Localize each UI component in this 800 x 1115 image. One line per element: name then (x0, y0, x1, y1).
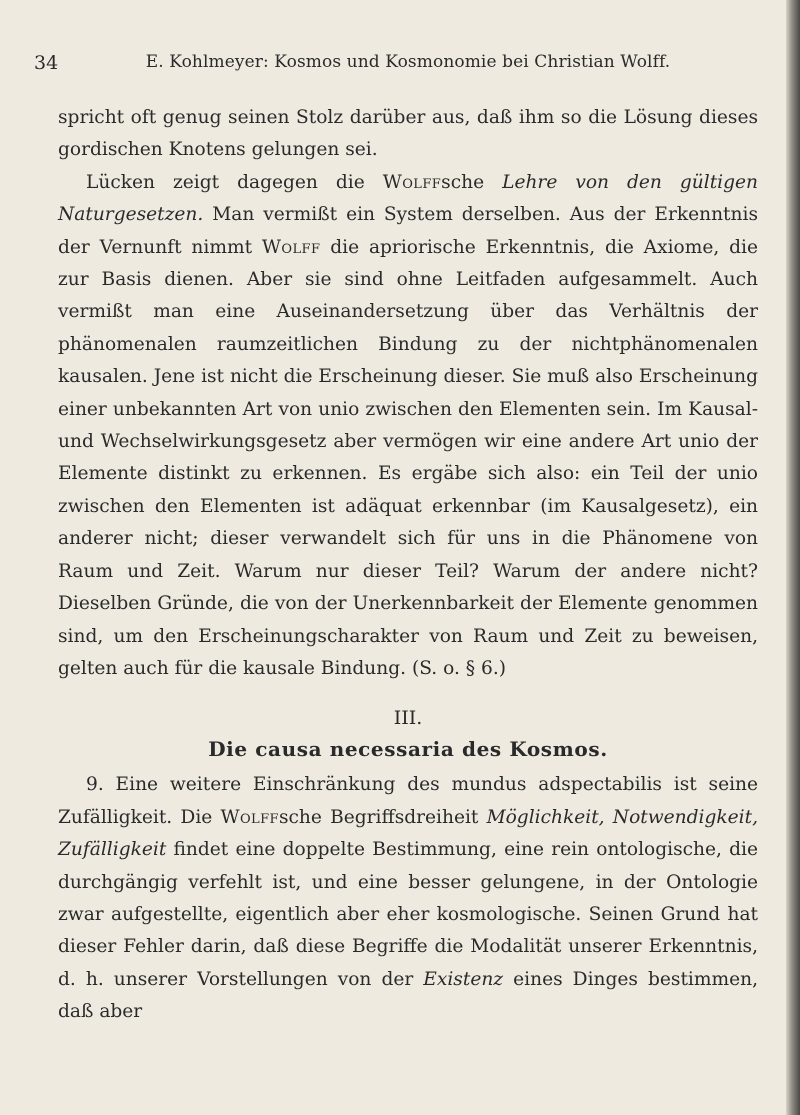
author-name: Wolff (382, 171, 442, 193)
body-text (58, 102, 758, 1029)
section-title: Die causa necessaria des Kosmos. (208, 737, 608, 762)
scan-edge (786, 0, 800, 1115)
emphasis: Lehre von den gültigen Naturgesetzen. (58, 171, 758, 226)
author-name: Wolff (220, 806, 279, 828)
paragraph-continuation: spricht oft genug seinen Stolz darüber aus, daß ihm so die Lösung dieses gordischen Knotens gelungen sei. (58, 107, 758, 161)
emphasis: Möglichkeit, Notwendigkeit, Zufälligkeit (58, 806, 758, 861)
page-number: 34 (34, 52, 59, 74)
page-header (34, 50, 758, 80)
emphasis: Existenz (423, 968, 504, 990)
author-name: Wolff (261, 236, 321, 258)
paragraph-zufaelligkeit: 9. Eine weitere Einschränkung des mundus adspectabilis ist seine Zufälligkeit. Die Wolffsche Begriffsdreiheit Möglichkeit, Notwendigkeit, Zufälligkeit findet eine doppelte Bestimmung, eine rein ontologische, die durchgängig verfehlt ist, und eine besser gelungene, in der Ontologie zwar aufgestellte, eigentlich aber eher kosmologische. Seinen Grund hat dieser Fehler darin, daß diese Begriffe die Modalität unserer Erkenntnis, d. h. unserer Vorstellungen von der Existenz eines Dinges bestimmen, daß aber (58, 774, 759, 1023)
running-title: E. Kohlmeyer: Kosmos und Kosmonomie bei Christian Wolff. (145, 52, 671, 72)
book-page (34, 50, 759, 1029)
paragraph-naturgesetze: Lücken zeigt dagegen die Wolffsche Lehre von den gültigen Naturgesetzen. Man vermißt ein System derselben. Aus der Erkenntnis der Vernunft nimmt Wolff die apriorische Erkenntnis, die Axiome, die zur Basis dienen. Aber sie sind ohne Leitfaden aufgesammelt. Auch vermißt man eine Auseinandersetzung über das Verhältnis der phänomenalen raumzeitlichen Bindung zu der nichtphänomenalen kausalen. Jene ist nicht die Erscheinung dieser. Sie muß also Erscheinung einer unbekannten Art von unio zwischen den Elementen sein. Im Kausal- und Wechselwirkungsgesetz aber vermögen wir eine andere Art unio der Elemente distinkt zu erkennen. Es ergäbe sich also: ein Teil der unio zwischen den Elementen ist adäquat erkennbar (im Kausalgesetz), ein anderer nicht; dieser verwandelt sich für uns in die Phänomene von Raum und Zeit. Warum nur dieser Teil? Warum der andere nicht? Dieselben Gründe, die von der Unerkennbarkeit der Elemente genommen sind, um den Erscheinungscharakter von Raum und Zeit zu beweisen, gelten auch für die kausale Bindung. (S. o. § 6.) (58, 171, 758, 679)
section-number: III. (393, 707, 423, 730)
